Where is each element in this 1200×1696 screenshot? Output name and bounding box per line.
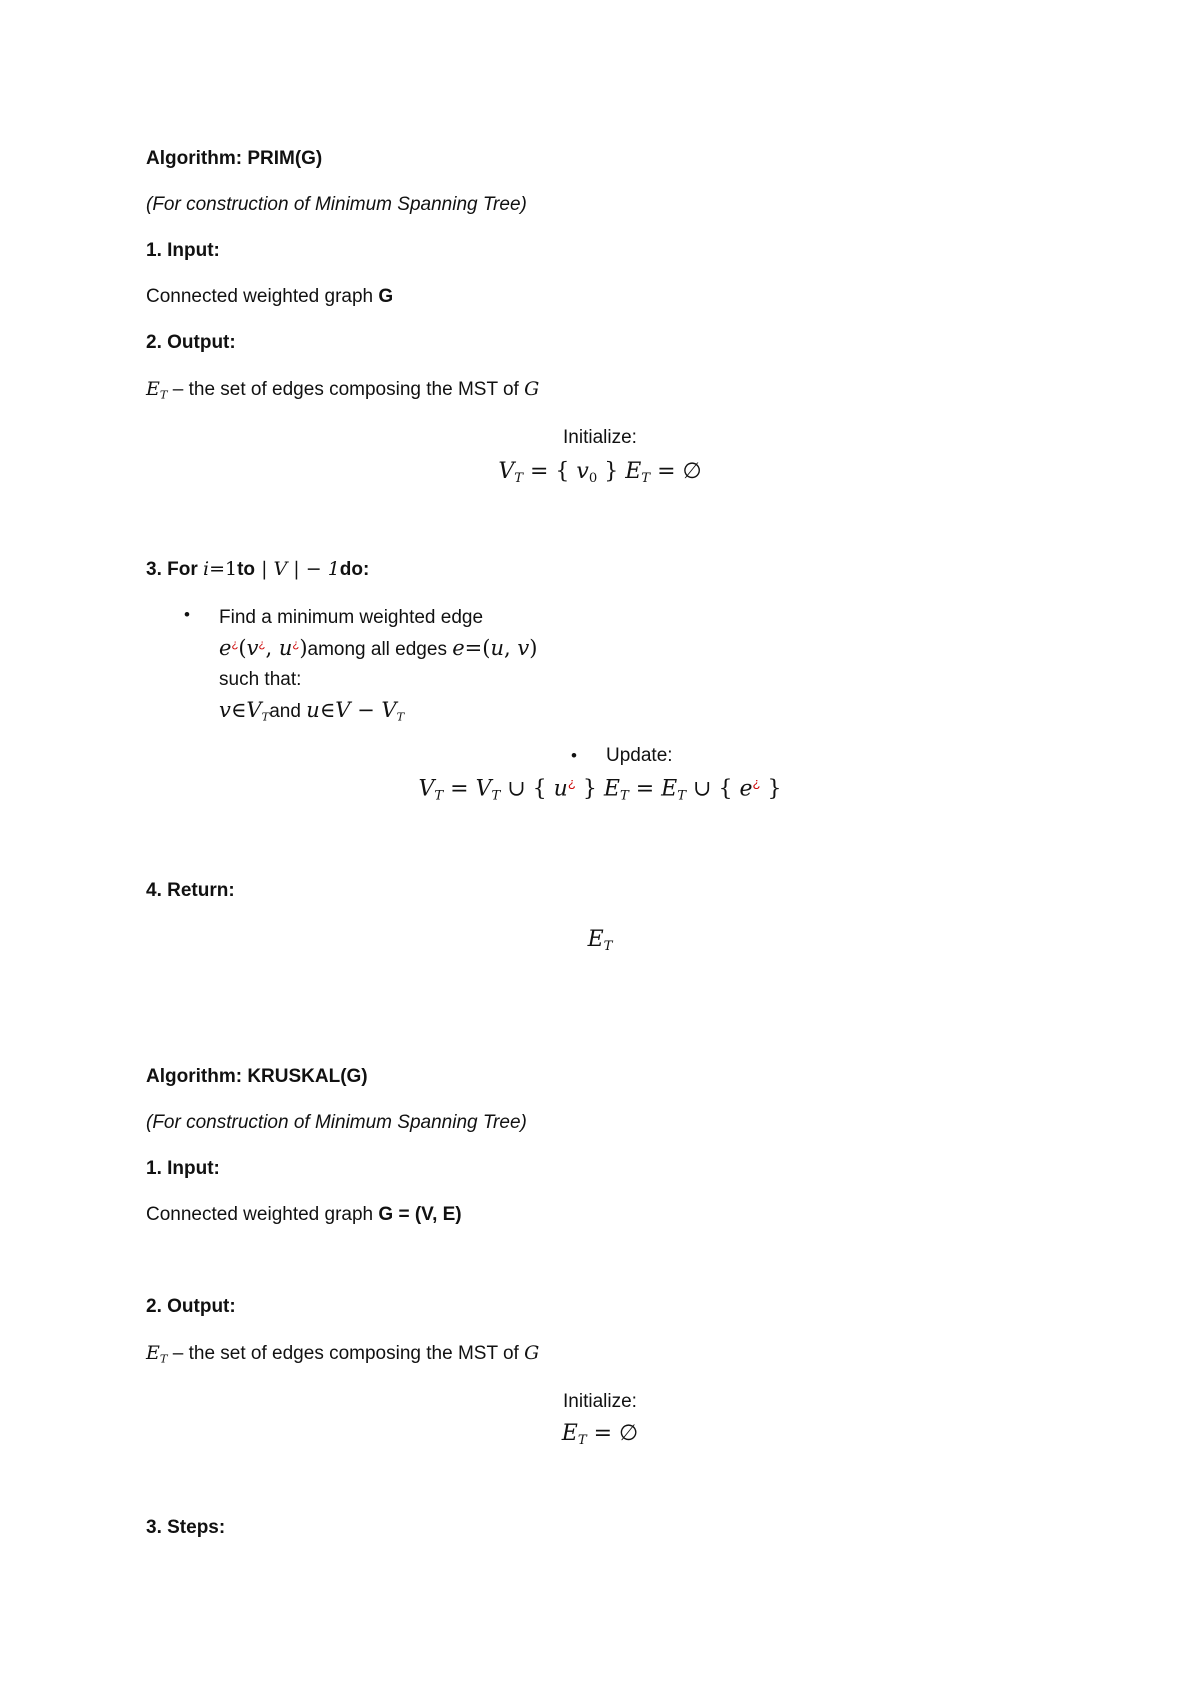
prim-for-do: do:	[339, 559, 370, 580]
prim-output-symbol: E	[146, 378, 160, 400]
kruskal-output-symbol: E	[146, 1342, 160, 1364]
prim-for-i: i	[203, 558, 210, 580]
prim-subtitle: (For construction of Minimum Spanning Tree)	[146, 194, 527, 215]
prim-such-that: such that:	[219, 668, 302, 690]
kruskal-steps-heading: 3. Steps:	[146, 1517, 226, 1538]
prim-find-line2: e¿(v¿, u¿)among all edges e=(u, v)	[219, 636, 538, 661]
prim-for-line	[146, 558, 369, 582]
prim-and-text: and	[269, 701, 307, 723]
prim-input-text: Connected weighted graph	[146, 286, 379, 307]
prim-output-text: – the set of edges composing the MST of	[167, 379, 525, 400]
prim-input-heading: 1. Input:	[146, 240, 220, 261]
prim-output-graph: G	[524, 378, 540, 400]
prim-return-line	[146, 880, 235, 903]
kruskal-output-heading: 2. Output:	[146, 1296, 236, 1317]
kruskal-output-line	[146, 1342, 539, 1366]
prim-find-among: among all edges	[307, 639, 453, 661]
bullet-icon: •	[571, 746, 577, 765]
prim-for-to: to	[237, 559, 256, 580]
kruskal-output-text: – the set of edges composing the MST of	[167, 1343, 525, 1364]
kruskal-initialize-label: Initialize:	[563, 1391, 637, 1412]
kruskal-title: Algorithm: KRUSKAL(G)	[146, 1066, 368, 1087]
prim-input-graph: G	[378, 286, 394, 307]
prim-initialize-formula: $V_T$ = { $v_0$ } $E_T$ = ∅	[498, 459, 702, 486]
kruskal-input-text: Connected weighted graph	[146, 1204, 379, 1225]
prim-return-formula: $E_T$	[587, 927, 613, 954]
prim-input-line	[146, 286, 393, 309]
prim-for-expr: | V | − 1	[255, 558, 340, 580]
prim-initialize-label: Initialize:	[563, 427, 637, 448]
kruskal-input-line	[146, 1204, 462, 1227]
prim-output-line	[146, 378, 539, 402]
kruskal-input-graph: G = (V, E)	[378, 1204, 462, 1225]
prim-return-value: E	[587, 927, 604, 952]
kruskal-output-graph: G	[524, 1342, 540, 1364]
kruskal-subtitle: (For construction of Minimum Spanning Tree)	[146, 1112, 527, 1133]
prim-title: Algorithm: PRIM(G)	[146, 148, 323, 169]
prim-return-heading: 4. Return:	[146, 880, 235, 901]
bullet-icon: •	[184, 605, 190, 624]
prim-update-label: Update:	[606, 745, 673, 766]
kruskal-input-heading: 1. Input:	[146, 1158, 220, 1179]
prim-for-label: 3. For	[146, 559, 204, 580]
prim-condition: $v\in V_Tand$ u∈V − $V_T$	[219, 698, 405, 724]
kruskal-initialize-formula: $E_T$ = ∅	[561, 1421, 639, 1448]
prim-for-eq: =1	[209, 558, 238, 580]
kruskal-output-sub: T	[159, 1351, 168, 1366]
prim-find-block	[219, 603, 537, 727]
prim-update-formula: $V_T = V_T$ ∪ { u¿ } $E_T = E_T$ ∪ { e¿ }	[418, 775, 782, 804]
prim-find-line1: Find a minimum weighted edge	[219, 607, 484, 628]
prim-output-sub: T	[159, 387, 168, 402]
prim-output-heading: 2. Output:	[146, 332, 236, 353]
